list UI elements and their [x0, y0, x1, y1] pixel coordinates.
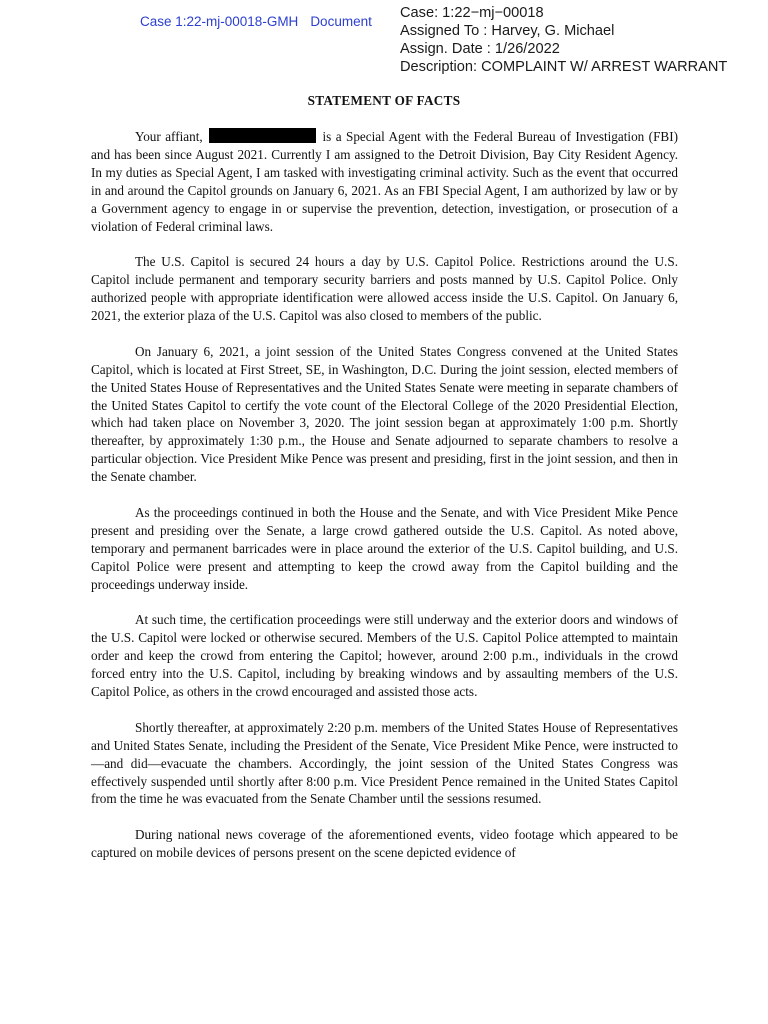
document-body — [91, 128, 678, 880]
paragraph-6: Shortly thereafter, at approximately 2:20 p.m. members of the United States House of Representatives and United States Senate, including the President of the Senate, Vice President Mike Pence, were instructed to—and did—evacuate the chambers. Accordingly, the joint session of the United States Congress was effectively suspended until shortly after 8:00 p.m. Vice President Pence remained in the United States Capitol from the time he was evacuated from the Senate Chamber until the sessions resumed. — [91, 719, 678, 807]
case-assignment-stamp — [398, 4, 768, 76]
paragraph-4: As the proceedings continued in both the House and the Senate, and with Vice President Mike Pence present and presiding over the Senate, a large crowd gathered outside the U.S. Capitol. As noted above, temporary and permanent barricades were in place around the exterior of the U.S. Capitol building, and U.S. Capitol Police were present and attempting to keep the crowd away from the Capitol building and the proceedings underway inside. — [91, 504, 678, 592]
paragraph-1 — [91, 128, 678, 235]
case-number: Case 1:22-mj-00018-GMH — [140, 14, 299, 29]
paragraph-2: The U.S. Capitol is secured 24 hours a day by U.S. Capitol Police. Restrictions around the U.S. Capitol include permanent and temporary security barriers and posts manned by U.S. Capitol Police. Only authorized people with appropriate identification were allowed access inside the U.S. Capitol. On January 6, 2021, the exterior plaza of the U.S. Capitol was also closed to members of the public. — [91, 254, 678, 324]
document-title: STATEMENT OF FACTS — [307, 93, 461, 108]
stamp-case: Case: 1:22−mj−00018 — [400, 5, 544, 21]
paragraph-1-start: Your affiant, — [135, 129, 203, 144]
paragraph-3: On January 6, 2021, a joint session of the United States Congress convened at the United States Capitol, which is located at First Street, SE, in Washington, D.C. During the joint session, elected members of the United States House of Representatives and the United States Senate were meeting in separate chambers of the United States Capitol to certify the vote count of the Electoral College of the 2020 Presidential Election, which had taken place on November 3, 2020. The joint session began at approximately 1:00 p.m. Shortly thereafter, by approximately 1:30 p.m., the House and Senate adjourned to separate chambers to resolve a particular objection. Vice President Mike Pence was present and presiding, first in the joint session, and then in the Senate chamber. — [91, 343, 678, 485]
stamp-assign-date: Assign. Date : 1/26/2022 — [400, 41, 560, 57]
redaction-bar — [209, 128, 316, 143]
case-header — [140, 14, 372, 29]
stamp-description: Description: COMPLAINT W/ ARREST WARRANT — [400, 59, 728, 75]
paragraph-7: During national news coverage of the aforementioned events, video footage which appeared to be captured on mobile devices of persons present on the scene depicted evidence of — [91, 827, 678, 861]
stamp-assigned-to: Assigned To : Harvey, G. Michael — [400, 23, 615, 39]
paragraph-1-rest: is a Special Agent with the Federal Bureau of Investigation (FBI) and has been since August 2021. Currently I am assigned to the Detroit Division, Bay City Resident Agency. In my duties as Special Agent, I am tasked with investigating criminal activity. Such as the event that occurred in and around the Capitol grounds on January 6, 2021. As an FBI Special Agent, I am authorized by law or by a Government agency to engage in or supervise the prevention, detection, investigation, or prosecution of a violation of Federal criminal laws. — [91, 129, 678, 234]
document-label: Document — [310, 14, 372, 29]
paragraph-5: At such time, the certification proceedings were still underway and the exterior doors and windows of the U.S. Capitol were locked or otherwise secured. Members of the U.S. Capitol Police attempted to maintain order and keep the crowd from entering the Capitol; however, around 2:00 p.m., individuals in the crowd forced entry into the U.S. Capitol, including by breaking windows and by assaulting members of the U.S. Capitol Police, as others in the crowd encouraged and assisted those acts. — [91, 612, 678, 700]
